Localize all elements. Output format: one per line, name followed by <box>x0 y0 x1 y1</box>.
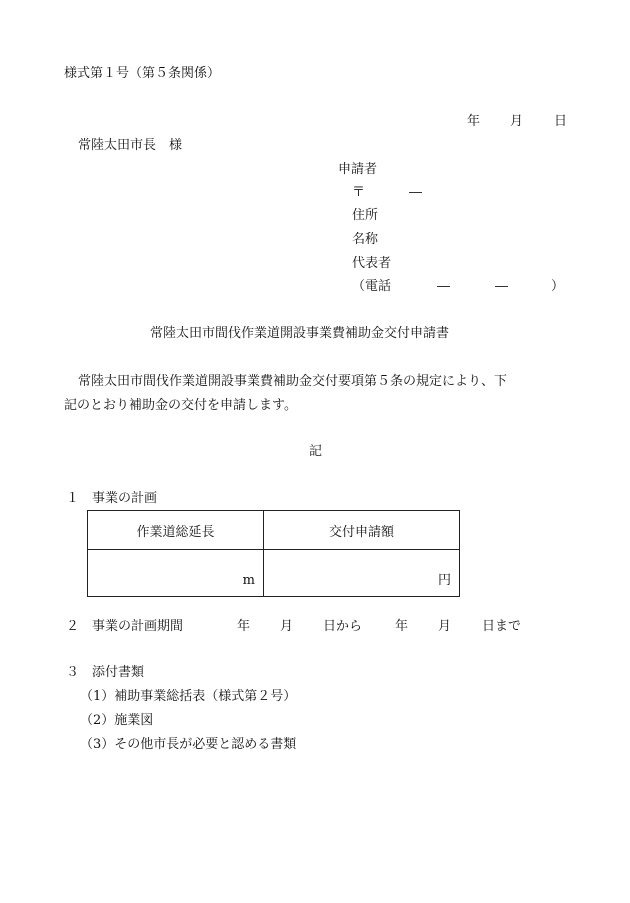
period-from-day: 日から <box>323 619 363 634</box>
applicant-heading: 申請者 <box>338 162 378 177</box>
phone-open: （電話 <box>352 279 392 294</box>
postal-dash: ― <box>409 185 422 200</box>
section-2-title: 事業の計画期間 <box>92 619 184 634</box>
date-month-label: 月 <box>510 114 524 129</box>
attachment-item: （1）補助事業総括表（様式第２号） <box>80 689 297 704</box>
form-number: 様式第１号（第５条関係） <box>64 66 221 81</box>
address-label: 住所 <box>352 208 379 223</box>
plan-table-amount-unit: 円 <box>264 550 460 597</box>
section-2-number: ２ <box>66 619 80 634</box>
attachment-item: （3）その他市長が必要と認める書類 <box>80 737 297 752</box>
plan-table-header-length: 作業道総延長 <box>88 511 264 550</box>
section-1-title: 事業の計画 <box>92 491 158 506</box>
period-to-year: 年 <box>395 619 409 634</box>
plan-table-header-amount: 交付申請額 <box>264 511 460 550</box>
period-to-month: 月 <box>438 619 452 634</box>
section-3-number: ３ <box>66 665 80 680</box>
section-3-title: 添付書類 <box>92 665 145 680</box>
body-line-1: 常陸太田市間伐作業道開設事業費補助金交付要項第５条の規定により、下 <box>78 374 508 389</box>
date-day-label: 日 <box>554 114 568 129</box>
phone-dash-2: ― <box>495 279 508 294</box>
plan-table-length-unit: m <box>88 550 264 597</box>
period-from-month: 月 <box>280 619 294 634</box>
plan-table-header-row <box>88 511 460 550</box>
document-title: 常陸太田市間伐作業道開設事業費補助金交付申請書 <box>150 326 450 341</box>
period-from-year: 年 <box>237 619 251 634</box>
period-to-day: 日まで <box>482 619 522 634</box>
phone-close: ） <box>551 279 565 294</box>
date-year-label: 年 <box>467 114 481 129</box>
body-line-2: 記のとおり補助金の交付を申請します。 <box>64 398 297 413</box>
plan-table <box>87 510 460 597</box>
postal-mark: 〒 <box>352 185 366 200</box>
attachment-item: （2）施業図 <box>80 713 154 728</box>
section-1-number: １ <box>66 491 80 506</box>
ki-mark: 記 <box>309 444 323 459</box>
name-label: 名称 <box>352 232 379 247</box>
addressee: 常陸太田市長 様 <box>78 138 183 153</box>
phone-dash-1: ― <box>437 279 450 294</box>
plan-table-value-row <box>88 550 460 597</box>
representative-label: 代表者 <box>352 256 392 271</box>
